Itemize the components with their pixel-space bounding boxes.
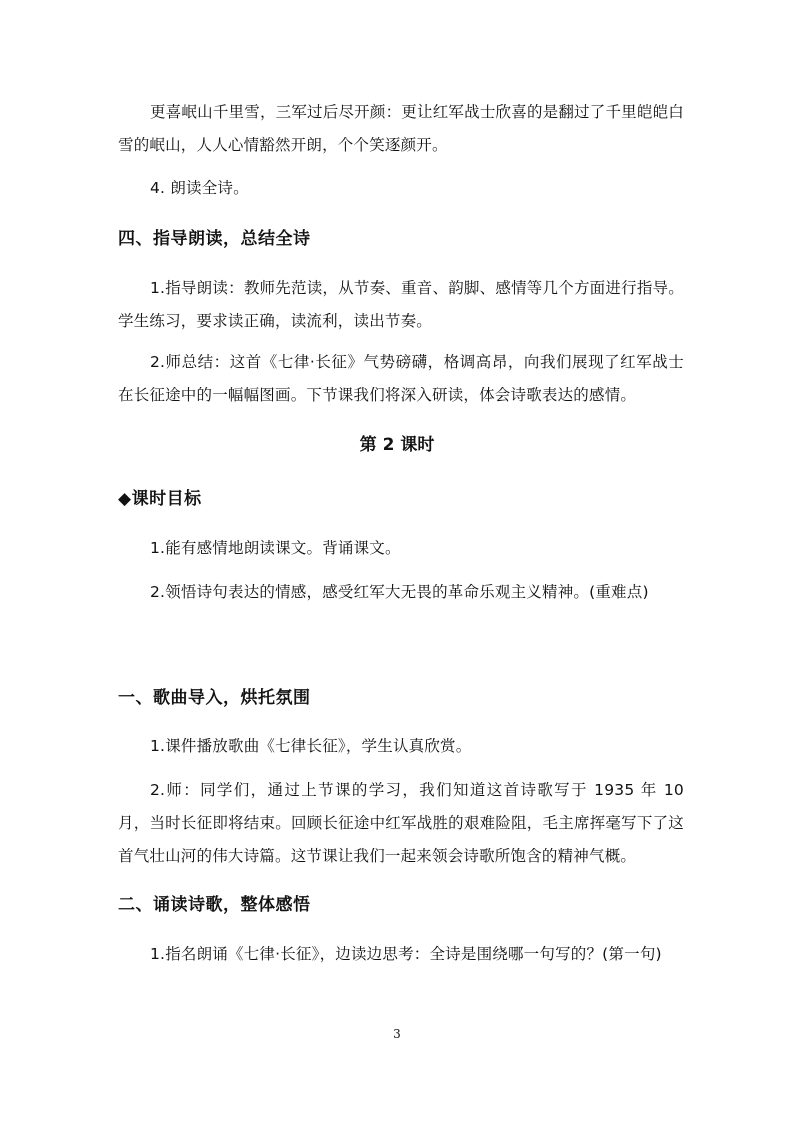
paragraph-play-song: 1.课件播放歌曲《七律长征》，学生认真欣赏。 [150, 737, 472, 755]
paragraph-recite-poem: 1.指名朗诵《七律·长征》，边读边思考：全诗是围绕哪一句写的？(第一句) [150, 945, 662, 963]
paragraph-teacher-summary: 2.师总结：这首《七律·长征》气势磅礴，格调高昂，向我们展现了红军战士在长征途中的一幅幅图画。下节课我们将深入研读，体会诗歌表达的感情。 [118, 353, 684, 404]
page-number: 3 [393, 1027, 401, 1041]
section-heading-four: 四、指导朗读，总结全诗 [118, 229, 311, 249]
section-heading-two: 二、诵读诗歌，整体感悟 [118, 895, 311, 915]
lesson-two-heading: 第 2 课时 [359, 435, 435, 455]
lesson-goals-heading: ◆课时目标 [118, 489, 202, 509]
goal-item-2: 2.领悟诗句表达的情感，感受红军大无畏的革命乐观主义精神。(重难点) [150, 583, 649, 601]
paragraph-read-whole-poem: 4. 朗读全诗。 [150, 179, 249, 197]
section-heading-one: 一、歌曲导入，烘托氛围 [118, 688, 311, 708]
paragraph-guided-reading: 1.指导朗读：教师先范读，从节奏、重音、韵脚、感情等几个方面进行指导。学生练习，要求读正确，读流利，读出节奏。 [118, 279, 684, 330]
paragraph-teacher-intro: 2.师：同学们，通过上节课的学习，我们知道这首诗歌写于 1935 年 10 月，当时长征即将结束。回顾长征途中红军战胜的艰难险阻，毛主席挥毫写下了这首气壮山河的伟大诗篇。这节课让我们一起来领会诗歌所饱含的精神气概。 [118, 781, 684, 865]
goal-item-1: 1.能有感情地朗读课文。背诵课文。 [150, 539, 401, 557]
paragraph-minshan-explanation: 更喜岷山千里雪，三军过后尽开颜：更让红军战士欣喜的是翻过了千里皑皑白雪的岷山，人人心情豁然开朗，个个笑逐颜开。 [118, 103, 684, 154]
